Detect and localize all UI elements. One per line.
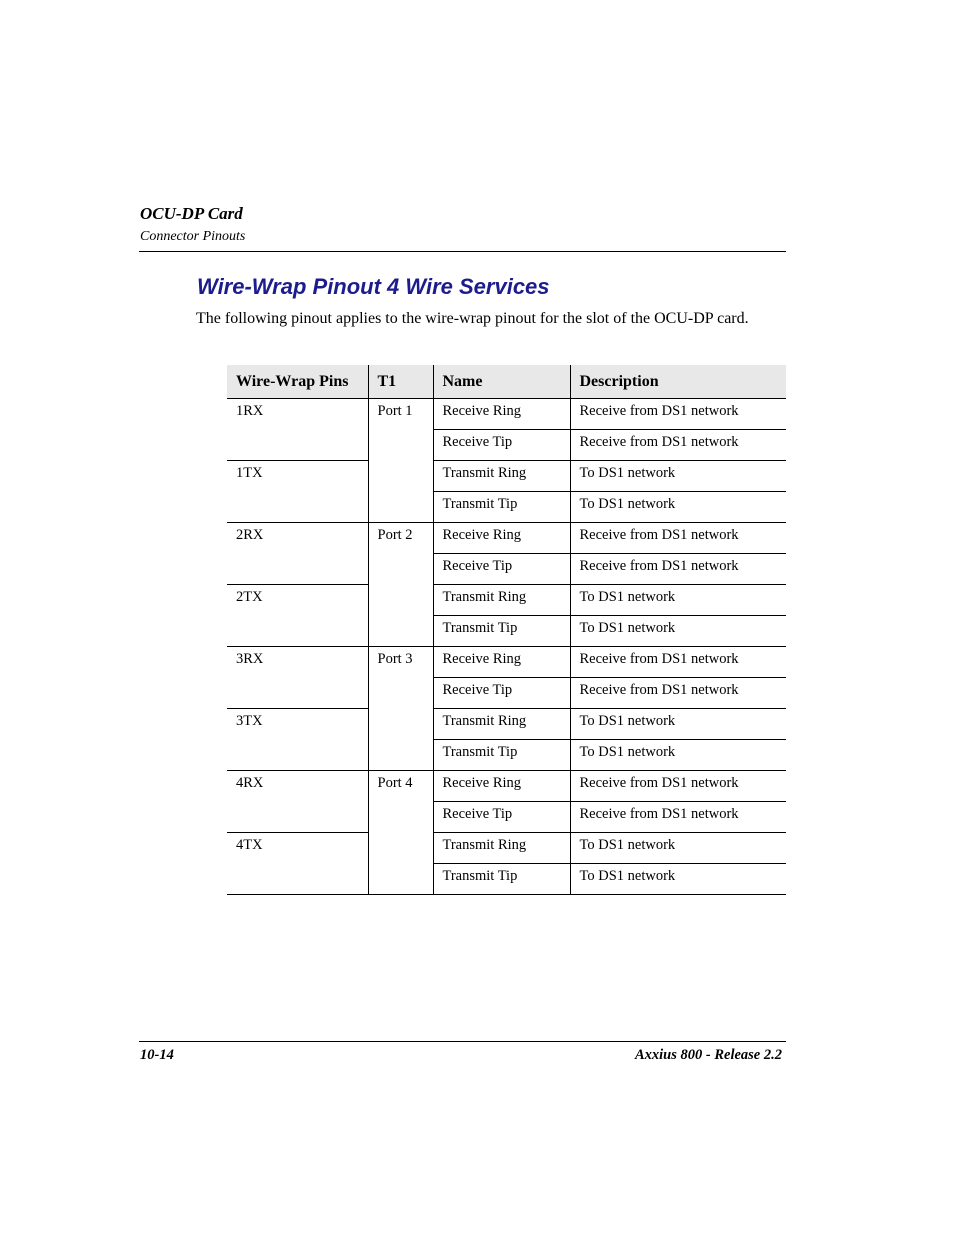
cell-description: To DS1 network	[570, 740, 786, 771]
cell-name: Receive Tip	[433, 802, 570, 833]
cell-description: To DS1 network	[570, 461, 786, 492]
table-row	[227, 461, 786, 492]
table-row	[227, 647, 786, 678]
cell-t1-port: Port 2	[368, 523, 433, 647]
cell-description: Receive from DS1 network	[570, 399, 786, 430]
cell-description: To DS1 network	[570, 709, 786, 740]
pinout-table	[227, 365, 786, 895]
footer-product: Axxius 800 - Release 2.2	[634, 1047, 782, 1063]
cell-name: Transmit Tip	[433, 864, 570, 895]
cell-description: To DS1 network	[570, 585, 786, 616]
footer-rule	[139, 1041, 786, 1042]
table-row	[227, 771, 786, 802]
cell-description: Receive from DS1 network	[570, 647, 786, 678]
table-row	[227, 709, 786, 740]
cell-wire-wrap-pins: 3TX	[227, 709, 368, 771]
cell-wire-wrap-pins: 1TX	[227, 461, 368, 523]
cell-name: Receive Tip	[433, 430, 570, 461]
cell-description: Receive from DS1 network	[570, 523, 786, 554]
cell-name: Receive Tip	[433, 678, 570, 709]
table-header-row	[227, 365, 786, 399]
table-row	[227, 585, 786, 616]
column-header-pins: Wire-Wrap Pins	[227, 365, 368, 399]
column-header-name: Name	[433, 365, 570, 399]
running-header-title: OCU-DP Card	[140, 204, 243, 223]
cell-description: To DS1 network	[570, 616, 786, 647]
cell-description: Receive from DS1 network	[570, 430, 786, 461]
cell-t1-port: Port 1	[368, 399, 433, 523]
intro-paragraph: The following pinout applies to the wire-wrap pinout for the slot of the OCU-DP card.	[196, 310, 749, 327]
cell-wire-wrap-pins: 2TX	[227, 585, 368, 647]
table-row	[227, 833, 786, 864]
cell-t1-port: Port 3	[368, 647, 433, 771]
cell-name: Receive Ring	[433, 523, 570, 554]
cell-name: Receive Tip	[433, 554, 570, 585]
table-row	[227, 523, 786, 554]
cell-name: Transmit Ring	[433, 585, 570, 616]
cell-description: Receive from DS1 network	[570, 771, 786, 802]
cell-name: Receive Ring	[433, 771, 570, 802]
cell-name: Receive Ring	[433, 647, 570, 678]
table-row	[227, 399, 786, 430]
cell-name: Transmit Ring	[433, 833, 570, 864]
cell-description: To DS1 network	[570, 864, 786, 895]
cell-wire-wrap-pins: 1RX	[227, 399, 368, 461]
cell-name: Receive Ring	[433, 399, 570, 430]
cell-name: Transmit Tip	[433, 616, 570, 647]
cell-description: Receive from DS1 network	[570, 802, 786, 833]
header-rule	[139, 251, 786, 252]
cell-wire-wrap-pins: 2RX	[227, 523, 368, 585]
section-title: Wire-Wrap Pinout 4 Wire Services	[197, 274, 550, 299]
column-header-description: Description	[570, 365, 786, 399]
cell-description: Receive from DS1 network	[570, 554, 786, 585]
cell-name: Transmit Tip	[433, 492, 570, 523]
cell-wire-wrap-pins: 3RX	[227, 647, 368, 709]
cell-description: To DS1 network	[570, 492, 786, 523]
column-header-t1: T1	[368, 365, 433, 399]
cell-wire-wrap-pins: 4TX	[227, 833, 368, 895]
cell-t1-port: Port 4	[368, 771, 433, 895]
running-header-subtitle: Connector Pinouts	[140, 229, 246, 244]
cell-name: Transmit Tip	[433, 740, 570, 771]
pinout-table-body	[227, 399, 786, 895]
cell-description: To DS1 network	[570, 833, 786, 864]
cell-name: Transmit Ring	[433, 461, 570, 492]
page-number: 10-14	[140, 1047, 174, 1063]
cell-name: Transmit Ring	[433, 709, 570, 740]
cell-wire-wrap-pins: 4RX	[227, 771, 368, 833]
cell-description: Receive from DS1 network	[570, 678, 786, 709]
